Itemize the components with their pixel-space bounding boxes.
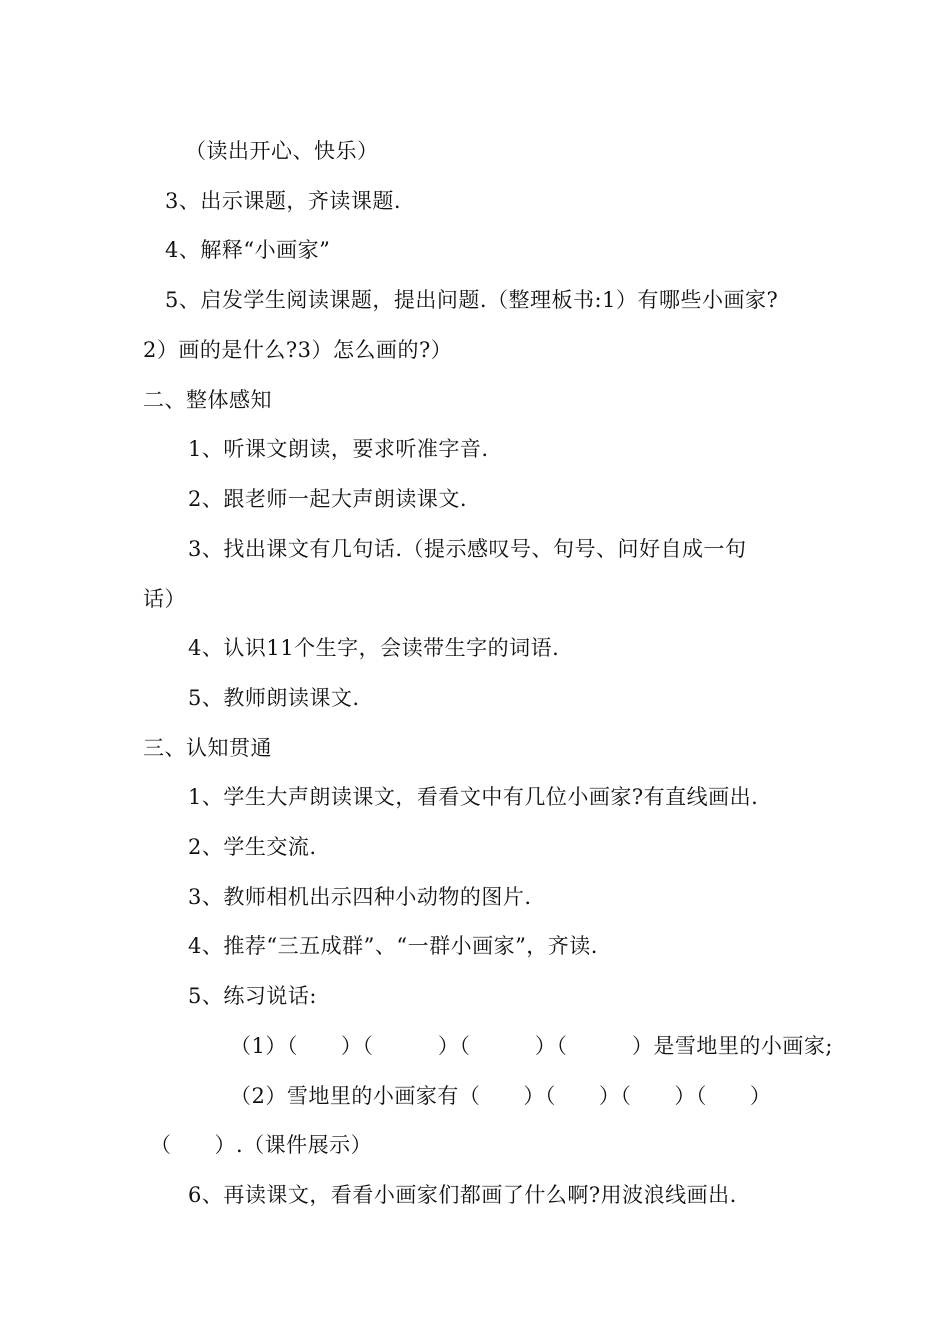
section-heading-cognitive-link: 三、认知贯通 bbox=[143, 736, 272, 760]
section-heading-overall-perception: 二、整体感知 bbox=[143, 388, 272, 412]
text-line-8: 2、跟老师一起大声朗读课文. bbox=[188, 487, 468, 511]
text-line-10: 话） bbox=[143, 587, 186, 611]
text-line-5: 2）画的是什么?3）怎么画的?） bbox=[143, 338, 453, 362]
text-line-11: 4、认识11个生字，会读带生字的词语. bbox=[188, 636, 560, 660]
text-line-2: 3、出示课题，齐读课题. bbox=[165, 189, 402, 213]
text-line-14: 1、学生大声朗读课文，看看文中有几位小画家?有直线画出. bbox=[188, 785, 759, 809]
text-line-7: 1、听课文朗读，要求听准字音. bbox=[188, 437, 489, 461]
text-line-16: 3、教师相机出示四种小动物的图片. bbox=[188, 885, 532, 909]
text-line-17: 4、推荐“三五成群”、“一群小画家”，齐读. bbox=[188, 934, 598, 958]
text-line-1: （读出开心、快乐） bbox=[185, 139, 379, 163]
text-line-19: （1）（ ）（ ）（ ）（ ）是雪地里的小画家; bbox=[230, 1034, 833, 1058]
text-line-20: （2）雪地里的小画家有（ ）（ ）（ ）（ ） bbox=[230, 1084, 772, 1108]
text-line-12: 5、教师朗读课文. bbox=[188, 686, 360, 710]
text-line-18: 5、练习说话: bbox=[188, 984, 317, 1008]
text-line-4: 5、启发学生阅读课题，提出问题.（整理板书:1）有哪些小画家? bbox=[165, 288, 779, 312]
text-line-9: 3、找出课文有几句话.（提示感叹号、句号、问好自成一句 bbox=[188, 537, 747, 561]
text-line-3: 4、解释“小画家” bbox=[165, 238, 331, 262]
text-line-21: （ ）.（课件展示） bbox=[150, 1133, 373, 1157]
text-line-22: 6、再读课文，看看小画家们都画了什么啊?用波浪线画出. bbox=[188, 1183, 737, 1207]
text-line-15: 2、学生交流. bbox=[188, 835, 317, 859]
